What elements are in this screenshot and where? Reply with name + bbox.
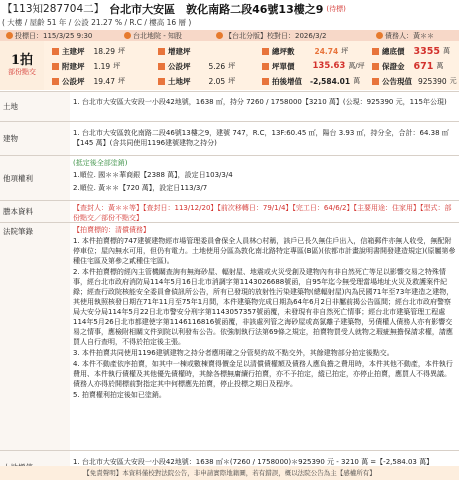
- land-value: 1. 台北市大安區大安段一小段42地號，1638 ㎡，持分 7260 / 1758000【3210 萬】(公現：925390 元，115年公現): [73, 98, 447, 106]
- disclaimer-footer: 【免責聲明】本資料僅校對法院公告，非申請實際地籍圖，若有錯誤，概以法院公告為主【感權所有】: [0, 466, 459, 480]
- debtor-segment: [370, 31, 434, 41]
- rights-item: 2.順位. 黃＊＊【720 萬】，設定日113/3/7: [73, 184, 208, 192]
- rights-value: [70, 156, 459, 200]
- legal-item: 2. 本件拍賣標的經內主管機關查詢有無海砂屋、輻射屋、地震或火災受創及建物內有非自然死亡等足以影響交易之特殊情事，經台北市政府消防局114年5月16日北市消調字第1143026688號函，自95年迄今無受理當場地址火災及救護案件紀錄；經查行政院核能安全委員會偵訊所公告，所有已發現的放射性污染建築物(總輻射屋)內為民國71年至73年建造之建物，其使用執照核發日期在71年11月至75年1月間，本件建築物完成日期為64年6月2日非屬前揭公告區間；經台北市政府警察局大安分局114年5月22日北市警安分刑字第1143057357號函覆，未發現有非自然死亡情事；經台北市建築管理工程處114年5月26日北市都建使字第1146116816號函覆，非該處列管之海砂屋或高氯離子建築物，另債權人債務人亦有影響交易之情事，應檢附相關文件到院以利發布公告。依強制執行法第69條之規定，拍賣物買受人就物之瑕疵無擔保請求權，請應買人自行查明，不得於拍定後主張。: [73, 268, 454, 346]
- extension-area-row: 增建坪: [158, 44, 191, 58]
- detail-table: [0, 91, 459, 480]
- rights-label: 他項權利: [0, 156, 70, 200]
- bullet-icon: [262, 78, 269, 85]
- publish-date: 【台北分版】校對日：2026/3/2: [225, 31, 327, 40]
- info-bar: [0, 30, 459, 41]
- building-value: 1. 台北市大安區敦化南路二段46號13樓之9，建號 747，R.C，13F:60.45 ㎡，陽台 3.93 ㎡，持分全，合計：64.38 ㎡【145 萬】(含共同使用1196建號建物之持分): [73, 129, 449, 147]
- deposit-row: 保證金 671 萬: [372, 59, 443, 73]
- case-number: 【113知287704二】: [2, 3, 105, 15]
- bullet-icon: [158, 48, 165, 55]
- summary-panel: [0, 41, 459, 90]
- bid-round: 1拍: [10, 53, 34, 68]
- assessed-value-row: 公告現值 925390 元: [372, 74, 457, 88]
- bullet-icon: [262, 48, 269, 55]
- bid-date: 投標日：115/3/25 9:30: [15, 31, 93, 40]
- bullet-icon: [372, 63, 379, 70]
- legal-item: 5. 拍賣權利拍定後如已塗銷。: [73, 391, 166, 399]
- land-label: 土地: [0, 92, 70, 121]
- legal-row: [0, 222, 459, 450]
- bullet-icon: [52, 78, 59, 85]
- bid-date-segment: [0, 31, 118, 41]
- calendar-icon: [6, 32, 13, 39]
- court-segment: [118, 31, 210, 41]
- main-area-row: 主建坪 18.29 坪: [52, 44, 125, 58]
- building-row: [0, 121, 459, 155]
- legal-item: 1. 本件拍賣標的747建號建物經市場管理委員會保全人員林○村稱，該戶已長久無住戶出入，信箱郵件亦無人收受，無配附停車位；屋內無水可用，但仍有電力。土地使用分區為敦化南北路特定專區(B區)(依都市計畫說明書開發建造規定)(原屬第參種住宅區及第參之貳種住宅區)。: [73, 237, 456, 265]
- check-icon: [216, 32, 223, 39]
- bid-round-box: [0, 41, 44, 90]
- rights-row: [0, 155, 459, 200]
- increment-value: 1. 台北市大安區大安段一小段42地號：1638 ㎡＊(7260 / 1758000)＊925390 元 - 3210 萬 =【-2,584.03 萬】: [73, 458, 434, 466]
- court-name: 台北地院 - 知股: [133, 31, 182, 40]
- legal-item: 4. 本件不動產依序拍賣，如其中一棟或數棟賣得價金足以清償債權額及債務人應負擔之費用時，本件其他不動產，本件執行費用、本件執行債權及其他優先債權時，其餘各標無庸續行拍賣，亦不予拍定，縱已拍定，亦停止拍賣，應買人不得異議。債務人亦得於開標前對指定其中何標應先拍賣，停止投標之期日及程序。: [73, 360, 453, 388]
- property-address-title: 台北市大安區 敦化南路二段46號13樓之9: [109, 2, 324, 16]
- bullet-icon: [262, 63, 269, 70]
- rights-item: 1.順位. 國＊＊華商銀【2388 萬】，設定日103/3/4: [73, 171, 233, 179]
- legal-heading: 【拍賣標的：清償債務】: [73, 226, 150, 234]
- increment-row: 拍後增值 -2,584.01 萬: [262, 74, 360, 88]
- notes-value: 【查封人：黃＊＊等】【查封日：113/12/20】【前次移轉日：79/1/4】【完工日：64/6/2】【主要用途：住家用】【型式：部份點交／部份不點交】: [73, 204, 452, 222]
- land-row: [0, 91, 459, 121]
- common-area-row: 公設坪 19.47 坪: [52, 74, 125, 88]
- unit-price-row: 坪單價 135.63 萬/坪: [262, 59, 365, 73]
- rights-heading: (抵定後全部塗銷): [73, 159, 128, 167]
- publish-segment: [210, 31, 370, 41]
- bid-type: 部份點交: [8, 68, 36, 76]
- notes-label: 謄本資料: [0, 201, 70, 222]
- common-area2-row: 公設坪 5.26 坪: [158, 59, 235, 73]
- notes-row: [0, 200, 459, 222]
- land-area-row: 土地坪 2.05 坪: [158, 74, 235, 88]
- building-label: 建物: [0, 122, 70, 155]
- title-row: [0, 0, 459, 17]
- legal-label: 法院筆錄: [0, 223, 70, 450]
- total-area-row: 總坪數 24.74 坪: [262, 44, 348, 58]
- court-icon: [124, 32, 131, 39]
- bullet-icon: [372, 78, 379, 85]
- bullet-icon: [52, 63, 59, 70]
- bullet-icon: [158, 63, 165, 70]
- person-icon: [376, 32, 383, 39]
- property-subtitle: ( 大樓 / 屋齡 51 年 / 公設 21.27 % / R.C / 樓高 16 層 ): [2, 18, 192, 27]
- bullet-icon: [158, 78, 165, 85]
- status-badge: (待標): [326, 4, 346, 13]
- legal-item: 3. 本件拍賣共同使用1196建號建物之持分者應明確之分管契約故不點交外，其餘建物部分拍定後點交。: [73, 349, 394, 357]
- bullet-icon: [52, 48, 59, 55]
- legal-value: [70, 223, 459, 450]
- reserve-price-row: 總底價 3355 萬: [372, 44, 450, 58]
- annex-area-row: 附建坪 1.19 坪: [52, 59, 120, 73]
- bullet-icon: [372, 48, 379, 55]
- debtor-name: 債務人：黃＊＊: [385, 31, 434, 40]
